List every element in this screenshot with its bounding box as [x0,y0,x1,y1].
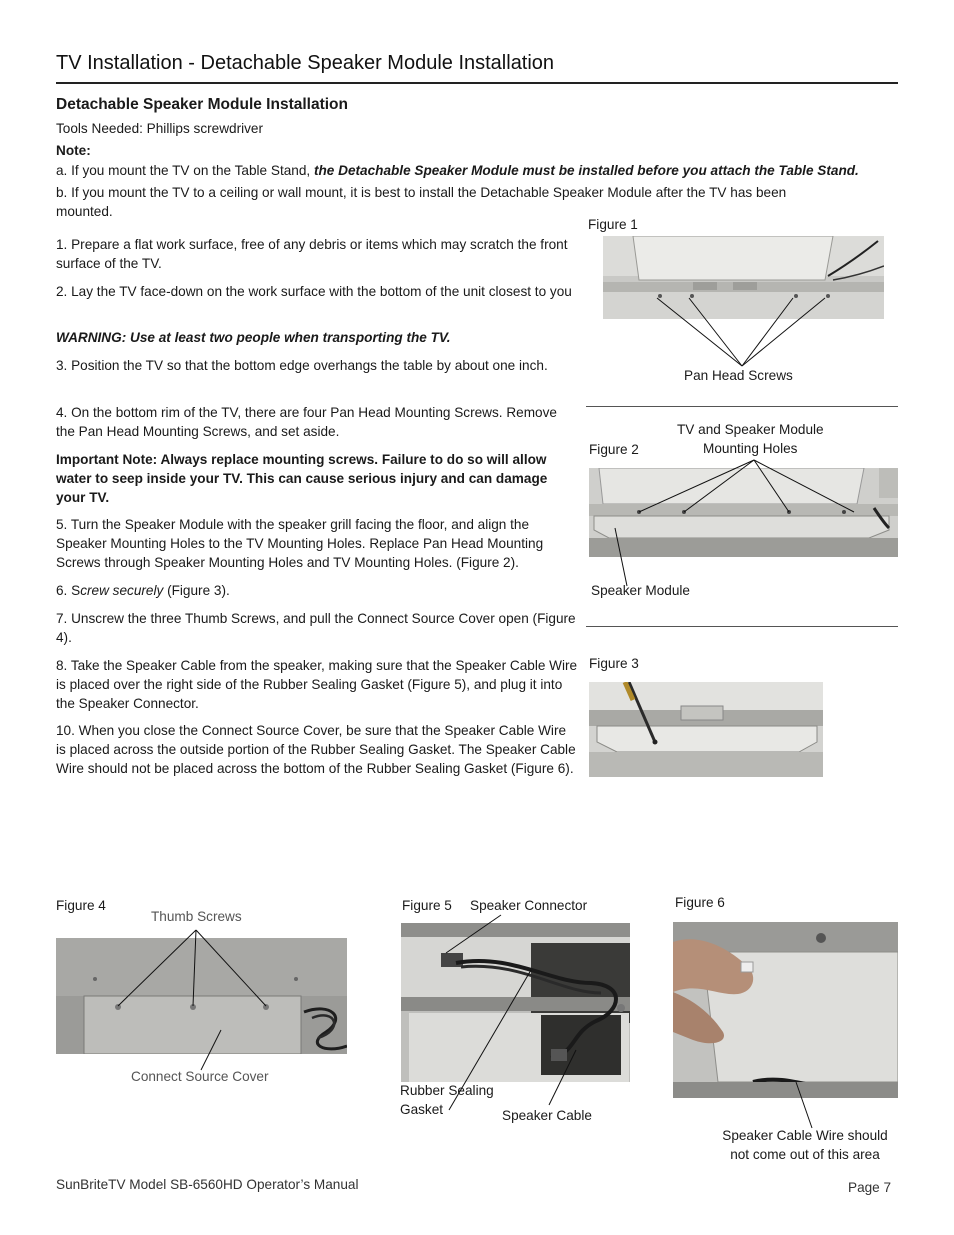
figure-6-label: Figure 6 [675,895,725,910]
figure-4-label: Figure 4 [56,898,106,913]
note-label: Note: [56,143,91,158]
figure-3-label: Figure 3 [589,656,639,671]
step-7: 7. Unscrew the three Thumb Screws, and pull the Connect Source Cover open (Figure 4). [56,611,576,645]
step-6-suffix: (Figure 3). [163,583,230,598]
step-6-emphasis: crew securely [80,583,164,598]
figure-2-callout-holes-line1: TV and Speaker Module [677,422,824,437]
rubber-gasket-callout-line1: Rubber Sealing [400,1083,494,1098]
connect-source-cover-callout: Connect Source Cover [131,1069,269,1084]
figure-2-callout-holes-line2: Mounting Holes [703,441,798,456]
speaker-module-callout: Speaker Module [591,583,690,598]
step-6-prefix: 6. S [56,583,81,598]
figure-3-photo [589,682,823,777]
step-10: 10. When you close the Connect Source Cover, be sure that the Speaker Cable Wire is placed across the outside portion of the Rubber Sealing Gasket. The Speaker Cable Wire should not be placed across the bottom of the Rubber Sealing Gasket (Figure 6). [56,723,576,776]
figure-6-callout-line1: Speaker Cable Wire should [722,1128,888,1143]
figure-1-leader-lines [600,290,840,370]
step-6 [56,581,578,600]
step-1: 1. Prepare a flat work surface, free of any debris or items which may scratch the front surface of the TV. [56,237,568,271]
step-3: 3. Position the TV so that the bottom edge overhangs the table by about one inch. [56,358,548,373]
note-b-line1: b. If you mount the TV to a ceiling or wall mount, it is best to install the Detachable Speaker Module after the TV has been [56,185,787,200]
note-a-emphasis: the Detachable Speaker Module must be installed before you attach the Table Stand. [313,163,859,178]
figure-6-callout-line2: not come out of this area [730,1147,880,1162]
step-2: 2. Lay the TV face-down on the work surface with the bottom of the unit closest to you [56,284,572,299]
title-divider [56,82,898,84]
figure-1-label: Figure 1 [588,217,638,232]
speaker-connector-callout: Speaker Connector [470,898,588,913]
figure-2-label: Figure 2 [589,442,639,457]
speaker-cable-callout: Speaker Cable [502,1108,592,1123]
step-8: 8. Take the Speaker Cable from the speaker, making sure that the Speaker Cable Wire is placed over the right side of the Rubber Sealing Gasket (Figure 5), and plug it into the Speaker Connector. [56,658,578,711]
figure-6-leader-line [790,1080,830,1130]
note-b-line2: mounted. [56,204,113,219]
step-5: 5. Turn the Speaker Module with the speaker grill facing the floor, and align the Speaker Mounting Holes to the TV Mounting Holes. Replace Pan Head Mounting Screws through Speaker Mounting Holes and TV Mounting Holes. (Figure 2). [56,517,544,570]
note-a-prefix: a. If you mount the TV on the Table Stand, [56,163,311,178]
pan-head-screws-callout: Pan Head Screws [684,368,793,383]
rubber-gasket-callout-line2: Gasket [400,1102,444,1117]
footer-page-number: Page 7 [848,1180,892,1195]
figure-5-label: Figure 5 [402,898,452,913]
figure-divider-1 [586,406,898,407]
thumb-screws-callout: Thumb Screws [151,909,242,924]
figure-divider-2 [586,626,898,627]
figure-2-leader-lines [589,456,898,592]
figure-4-leader-lines [56,920,347,1080]
warning-text: WARNING: Use at least two people when transporting the TV. [56,330,451,345]
section-heading: Detachable Speaker Module Installation [56,96,348,113]
footer-manual-title: SunBriteTV Model SB-6560HD Operator’s Manual [56,1177,359,1192]
figure-6-photo [673,922,898,1098]
note-a [56,161,859,180]
page-title: TV Installation - Detachable Speaker Module Installation [56,52,555,74]
tools-needed: Tools Needed: Phillips screwdriver [56,121,264,136]
step-4: 4. On the bottom rim of the TV, there are four Pan Head Mounting Screws. Remove the Pan Head Mounting Screws, and set aside. [56,405,557,439]
important-note: Important Note: Always replace mounting screws. Failure to do so will allow water to seep inside your TV. This can cause serious injury and can damage your TV. [56,452,548,505]
